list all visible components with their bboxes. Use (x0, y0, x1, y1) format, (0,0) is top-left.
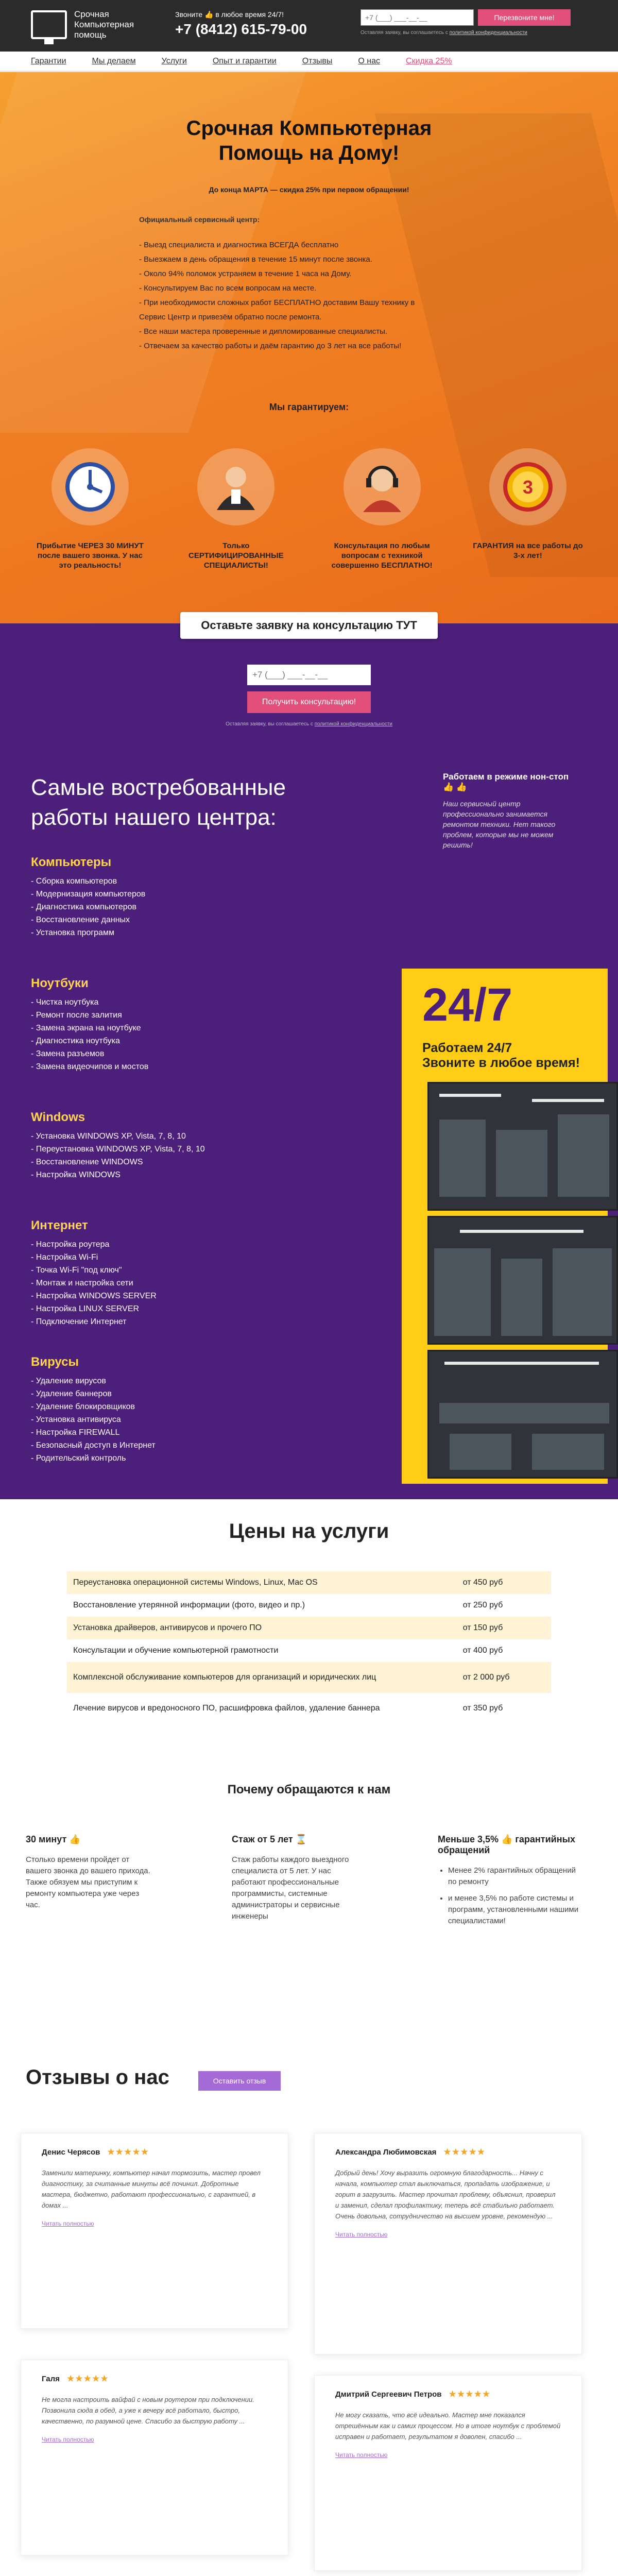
promo-line: Работаем 24/7 (422, 1041, 512, 1055)
nav-item-about[interactable]: О нас (358, 56, 381, 65)
category-internet (31, 1218, 278, 1328)
category-viruses (31, 1355, 278, 1465)
photo-detail (558, 1114, 609, 1197)
workshop-photo (427, 1082, 618, 1211)
consult-title: Оставьте заявку на консультацию ТУТ (180, 612, 438, 639)
category-title: Windows (31, 1110, 85, 1124)
list-item: - Установка программ (31, 926, 278, 939)
privacy-note (0, 721, 618, 727)
review-text: Не могла настроить вайфай с новым роутером при подключении. Позвонила сюда в обед, а уже к вечеру всё работало, быстро, качественно, по разумной цене. Спасибо за быструю работу ... (42, 2396, 254, 2425)
list-item: - Выезд специалиста и диагностика ВСЕГДА бесплатно (139, 241, 339, 249)
feature-text: Прибытие ЧЕРЕЗ 30 МИНУТ после вашего звонка. У нас это реальность! (37, 541, 144, 570)
category-computers (31, 855, 278, 939)
list-item: • и менее 3,5% по работе системы и программ, установленными нашими специалистами! (448, 1893, 582, 1927)
photo-detail (434, 1248, 491, 1336)
phone-input[interactable] (360, 9, 474, 26)
review-author: Денис Черясов (42, 2147, 100, 2157)
list-item: - Выезжаем в день обращения в течение 15 минут после звонка. (139, 255, 372, 264)
list-item: - При необходимости сложных работ БЕСПЛАТНО доставим Вашу технику в (139, 298, 415, 307)
phone-number[interactable]: +7 (8412) 615-79-00 (175, 21, 307, 37)
photo-detail (439, 1403, 609, 1423)
hero-title-line: Срочная Компьютерная (186, 117, 432, 140)
side-title: Работаем в режиме нон-стоп 👍 👍 (443, 772, 569, 792)
feature-item (177, 448, 295, 570)
rating-stars-icon: ★★★★★ (443, 2148, 486, 2157)
list-item: - Настройка WINDOWS (31, 1168, 278, 1181)
price-value: от 450 руб (462, 1578, 503, 1587)
why-column-title: 30 минут 👍 (26, 1834, 81, 1844)
list-item: - Безопасный доступ в Интернет (31, 1439, 278, 1452)
review-text: Не могу сказать, что всё идеально. Мастер мне показался отрешённым как и самих процессом. Но в итоге ноутбук с проблемой исправен и работает, результатом я доволен, спасибо ... (335, 2411, 561, 2441)
list-item: - Около 94% поломок устраняем в течение 1 часа на Дому. (139, 269, 352, 278)
why-title: Почему обращаются к нам (227, 1783, 391, 1797)
category-laptops (31, 976, 278, 1073)
hero-list-heading: Официальный сервисный центр: (139, 215, 260, 224)
price-name: Лечение вирусов и вредоносного ПО, расшифровка файлов, удаление баннера (73, 1704, 380, 1713)
read-more-link[interactable]: Читать полностью (42, 2220, 94, 2227)
category-title: Вирусы (31, 1355, 79, 1369)
why-section (0, 1783, 618, 2056)
list-item: - Настройка FIREWALL (31, 1426, 278, 1439)
side-text: Наш сервисный центр профессионально занимается ремонтом техники. Нет такого проблем, которые мы не можем решить! (443, 800, 556, 849)
list-item: - Удаление блокировщиков (31, 1400, 278, 1413)
services-section (0, 742, 618, 1499)
photo-detail (450, 1434, 511, 1470)
list-item: - Замена видеочипов и мостов (31, 1060, 278, 1073)
review-author: Галя (42, 2374, 60, 2383)
feature-text: Консультация по любым вопросам с техникой совершенно БЕСПЛАТНО! (331, 541, 433, 570)
feature-item (31, 448, 149, 570)
privacy-link[interactable]: политикой конфиденциальности (449, 30, 527, 36)
nav-item-guarantees[interactable]: Гарантии (31, 56, 66, 65)
category-title: Интернет (31, 1218, 88, 1232)
rating-stars-icon: ★★★★★ (107, 2148, 150, 2157)
rating-stars-icon: ★★★★★ (449, 2390, 491, 2399)
table-row (67, 1639, 551, 1662)
list-item: - Модернизация компьютеров (31, 888, 278, 901)
svg-text:3: 3 (522, 477, 533, 498)
list-item: - Установка WINDOWS XP, Vista, 7, 8, 10 (31, 1130, 278, 1143)
why-column (232, 1834, 360, 1922)
consult-button[interactable]: Получить консультацию! (247, 691, 371, 713)
warranty-medal-icon (489, 448, 566, 526)
price-name: Установка драйверов, антивирусов и прочего ПО (73, 1623, 262, 1632)
price-value: от 400 руб (462, 1646, 503, 1655)
hero-subtitle: До конца МАРТА — скидка 25% при первом обращении! (209, 185, 409, 194)
feature-text: Только СЕРТИФИЦИРОВАННЫЕ СПЕЦИАЛИСТЫ! (188, 541, 284, 570)
photo-detail (501, 1259, 542, 1336)
table-row (67, 1571, 551, 1594)
read-more-link[interactable]: Читать полностью (335, 2231, 388, 2238)
logo-text: Срочная Компьютерная помощь (74, 9, 134, 40)
list-item: - Замена разъемов (31, 1047, 278, 1060)
timer-icon (52, 448, 129, 526)
list-item: - Ремонт после залития (31, 1009, 278, 1022)
promo-247: 24/7 (422, 979, 513, 1031)
features-row (31, 448, 587, 570)
hero-section (0, 72, 618, 623)
hero-title (0, 116, 618, 165)
feature-item (469, 448, 587, 570)
why-column-title: Стаж от 5 лет ⌛ (232, 1834, 307, 1844)
promo-subtitle (422, 1041, 580, 1071)
list-item: - Восстановление данных (31, 913, 278, 926)
list-item: - Монтаж и настройка сети (31, 1277, 278, 1290)
consult-phone-input[interactable] (247, 665, 371, 685)
table-row (67, 1617, 551, 1639)
photo-detail (439, 1120, 486, 1197)
list-item: - Переустановка WINDOWS XP, Vista, 7, 8, 10 (31, 1143, 278, 1156)
photo-detail (439, 1094, 501, 1097)
read-more-link[interactable]: Читать полностью (335, 2451, 388, 2459)
review-card (21, 2133, 288, 2329)
why-column-text: Столько времени пройдет от вашего звонка до вашего прихода. Также обязуем мы приступим к ремонту компьютера уже через час. (26, 1855, 150, 1909)
specialist-icon (197, 448, 274, 526)
table-row (67, 1693, 551, 1724)
workshop-photo (427, 1216, 618, 1345)
header-phone-block (175, 10, 307, 38)
hero-title-line: Помощь на Дому! (218, 142, 400, 164)
hero-benefits-list (139, 238, 415, 353)
services-title: Самые востребованные работы нашего центра: (31, 775, 286, 830)
prices-section (0, 1499, 618, 1783)
category-title: Компьютеры (31, 855, 112, 869)
feature-text: ГАРАНТИЯ на все работы до 3-х лет! (473, 541, 583, 560)
category-title: Ноутбуки (31, 976, 89, 990)
nav-item-we-do[interactable]: Мы делаем (92, 56, 136, 65)
list-item: - Настройка WINDOWS SERVER (31, 1290, 278, 1302)
header (0, 0, 618, 52)
photo-detail (532, 1099, 604, 1102)
why-column (438, 1834, 582, 1932)
promo-line: Звоните в любое время! (422, 1056, 580, 1070)
privacy-note-prefix: Оставляя заявку, вы соглашаетесь с (360, 30, 450, 36)
reviews-section (0, 2056, 618, 2576)
list-item: - Сборка компьютеров (31, 875, 278, 888)
list-item: - Родительский контроль (31, 1452, 278, 1465)
why-column-title: Меньше 3,5% 👍 гарантийных обращений (438, 1834, 575, 1855)
list-item: - Консультируем Вас по всем вопросам на месте. (139, 284, 317, 293)
list-item: - Отвечаем за качество работы и даём гарантию до 3 лет на все работы! (139, 342, 402, 350)
nav-item-services[interactable]: Услуги (161, 56, 187, 65)
price-name: Восстановление утерянной информации (фото, видео и пр.) (73, 1601, 305, 1609)
why-column-text: Стаж работы каждого выездного специалиста от 5 лет. У нас работают профессиональные программисты, системные администраторы и сервисные инженеры (232, 1855, 349, 1921)
guarantee-heading: Мы гарантируем: (269, 402, 349, 412)
monitor-icon (31, 10, 67, 39)
consult-section (0, 619, 618, 742)
list-item: - Точка Wi-Fi "под ключ" (31, 1264, 278, 1277)
price-value: от 350 руб (462, 1704, 503, 1713)
table-row (67, 1662, 551, 1693)
review-card (314, 2133, 582, 2354)
photo-detail (496, 1130, 547, 1197)
list-item: - Замена экрана на ноутбуке (31, 1022, 278, 1035)
review-author: Александра Любимовская (335, 2147, 437, 2157)
list-item: - Удаление вирусов (31, 1375, 278, 1387)
services-side-note (443, 772, 577, 850)
price-value: от 150 руб (462, 1623, 503, 1632)
list-item: - Установка антивируса (31, 1413, 278, 1426)
list-item: - Настройка роутера (31, 1238, 278, 1251)
read-more-link[interactable]: Читать полностью (42, 2436, 94, 2443)
callback-form (360, 9, 597, 36)
photo-detail (444, 1362, 599, 1365)
rating-stars-icon: ★★★★★ (66, 2375, 109, 2383)
review-text: Заменили материнку, компьютер начал тормозить, мастер провел диагностику, за считанные минуты всё починил. Добротные мастера, бюджетно, работают профессионально, с гарантией, в домах ... (42, 2169, 261, 2209)
reviews-title: Отзывы о нас (26, 2066, 169, 2089)
list-item: Сервис Центр и привезём обратно после ремонта. (139, 313, 322, 321)
main-nav (0, 52, 618, 72)
callback-button[interactable]: Перезвоните мне! (478, 9, 571, 26)
price-value: от 250 руб (462, 1601, 503, 1609)
privacy-note (360, 30, 597, 36)
price-name: Комплексной обслуживание компьютеров для организаций и юридических лиц (73, 1673, 376, 1682)
review-card (21, 2360, 288, 2555)
list-item: - Настройка Wi-Fi (31, 1251, 278, 1264)
feature-item (323, 448, 441, 570)
nav-item-discount[interactable]: Скидка 25% (406, 56, 452, 65)
photo-detail (532, 1434, 604, 1470)
list-item: - Удаление баннеров (31, 1387, 278, 1400)
list-item: - Диагностика компьютеров (31, 901, 278, 913)
table-row (67, 1594, 551, 1617)
privacy-link[interactable]: политикой конфиденциальности (314, 721, 392, 727)
price-name: Переустановка операционной системы Windows, Linux, Mac OS (73, 1578, 318, 1587)
photo-detail (553, 1248, 612, 1336)
nav-item-reviews[interactable]: Отзывы (302, 56, 333, 65)
list-item: - Чистка ноутбука (31, 996, 278, 1009)
leave-review-button[interactable]: Оставить отзыв (198, 2071, 281, 2091)
why-column (26, 1834, 154, 1911)
list-item: - Диагностика ноутбука (31, 1035, 278, 1047)
review-text: Добрый день! Хочу выразить огромную благодарность... Начну с начала, компьютер стал выключаться, пропадать изображение, и горит в загрузить. Мастер прочитал проблему, объяснил, проверил и заменил, сделал профилактику, теперь всё стабильно работает. Очень довольна, сотрудничество на высшем уровне, рекомендую ... (335, 2169, 556, 2220)
list-item: - Настройка LINUX SERVER (31, 1302, 278, 1315)
photo-detail (460, 1230, 583, 1233)
list-item: • Менее 2% гарантийных обращений по ремонту (448, 1865, 582, 1888)
price-name: Консультации и обучение компьютерной грамотности (73, 1646, 279, 1655)
price-value: от 2 000 руб (462, 1673, 510, 1682)
list-item: - Подключение Интернет (31, 1315, 278, 1328)
call-text: Звоните 👍 в любое время 24/7! (175, 10, 284, 19)
nav-item-experience[interactable]: Опыт и гарантии (212, 56, 277, 65)
logo[interactable] (31, 9, 151, 40)
review-card (314, 2375, 582, 2571)
review-author: Дмитрий Сергеевич Петров (335, 2389, 442, 2399)
list-item: - Все наши мастера проверенные и дипломированные специалисты. (139, 327, 388, 336)
workshop-photo (427, 1350, 618, 1479)
headset-icon (344, 448, 421, 526)
privacy-note-prefix: Оставляя заявку, вы соглашаетесь с (226, 721, 315, 727)
prices-title: Цены на услуги (229, 1520, 389, 1543)
category-windows (31, 1110, 278, 1181)
list-item: - Восстановление WINDOWS (31, 1156, 278, 1168)
